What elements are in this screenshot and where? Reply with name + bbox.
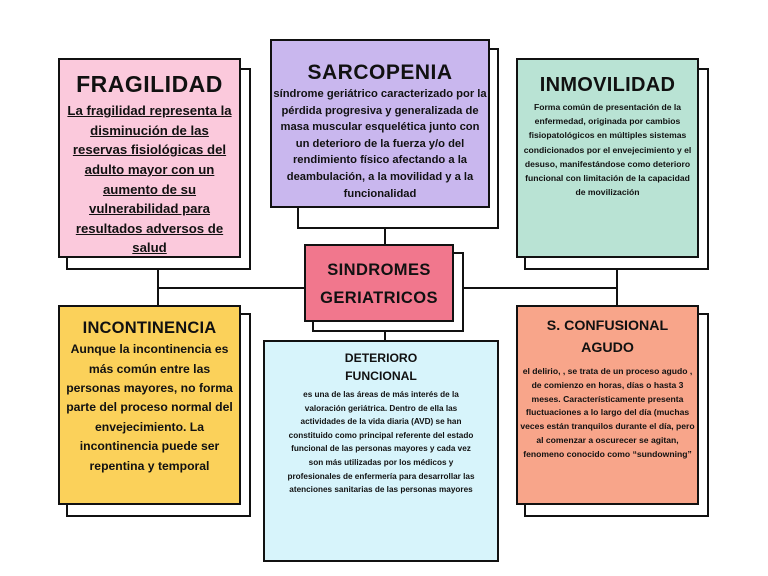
confusional-title-line1: S. CONFUSIONAL bbox=[546, 318, 669, 334]
connector-incontinencia bbox=[157, 288, 159, 305]
deterioro-text: es una de las áreas de más interés de la valoración geriátrica. Dentro de ella las actividades de la vida diaria (AVD) se han constituido como principal referente del estado funcional de las personas mayores y cada vez son más utilizadas por los médicos y profesionales de enfermería para desarrollar las atenciones sanitarias de las personas mayores bbox=[287, 390, 475, 495]
deterioro-title-line1: DETERIORO bbox=[344, 351, 418, 365]
node-incontinencia bbox=[58, 305, 241, 505]
fragilidad-text: La fragilidad representa la disminución de las reservas fisiológicas del adulto mayor con un aumento de su vulnerabilidad para resultados adversos de salud bbox=[67, 103, 232, 256]
node-deterioro-funcional bbox=[263, 340, 499, 562]
fragilidad-title: FRAGILIDAD bbox=[76, 71, 223, 97]
sarcopenia-text: síndrome geriátrico caracterizado por la pérdida progresiva y generalizada de masa muscular esquelética junto con un deterioro de la fuerza y/o del rendimiento físico afectando a la deambulación, a la movilidad y a la funcionalidad bbox=[273, 88, 487, 200]
inmovilidad-text: Forma común de presentación de la enfermedad, originada por cambios fisiopatológicos en múltiples sistemas condicionados por el envejecimiento y el desuso, manifestándose como deterioro funcional con limitación de la capacidad de movilización bbox=[523, 102, 692, 198]
node-fragilidad bbox=[58, 58, 241, 258]
inmovilidad-title: INMOVILIDAD bbox=[539, 74, 676, 96]
node-sindromes-geriatricos bbox=[304, 244, 454, 322]
confusional-text: el delirio, , se trata de un proceso agudo , de comienzo en horas, días o hasta 3 meses. Característicamente presenta fluctuaciones a lo largo del día (muchas veces están tranquilos durante el día, pero al comenzar a oscurecer se agitan, fenomeno conocido como “sundowning” bbox=[520, 366, 695, 459]
deterioro-title-line2: FUNCIONAL bbox=[345, 369, 417, 383]
node-sindrome-confusional-agudo bbox=[516, 305, 699, 505]
sarcopenia-title: SARCOPENIA bbox=[307, 61, 453, 84]
incontinencia-text: Aunque la incontinencia es más común entre las personas mayores, no forma parte del proceso normal del envejecimiento. La incontinencia puede ser repentina y temporal bbox=[66, 342, 233, 473]
node-sarcopenia bbox=[270, 39, 490, 208]
node-inmovilidad bbox=[516, 58, 699, 258]
central-title-line1: SINDROMES bbox=[327, 261, 431, 279]
confusional-title-line2: AGUDO bbox=[581, 340, 634, 356]
central-title-line2: GERIATRICOS bbox=[320, 289, 438, 307]
incontinencia-title: INCONTINENCIA bbox=[82, 319, 217, 337]
connector-confusional bbox=[616, 288, 618, 305]
